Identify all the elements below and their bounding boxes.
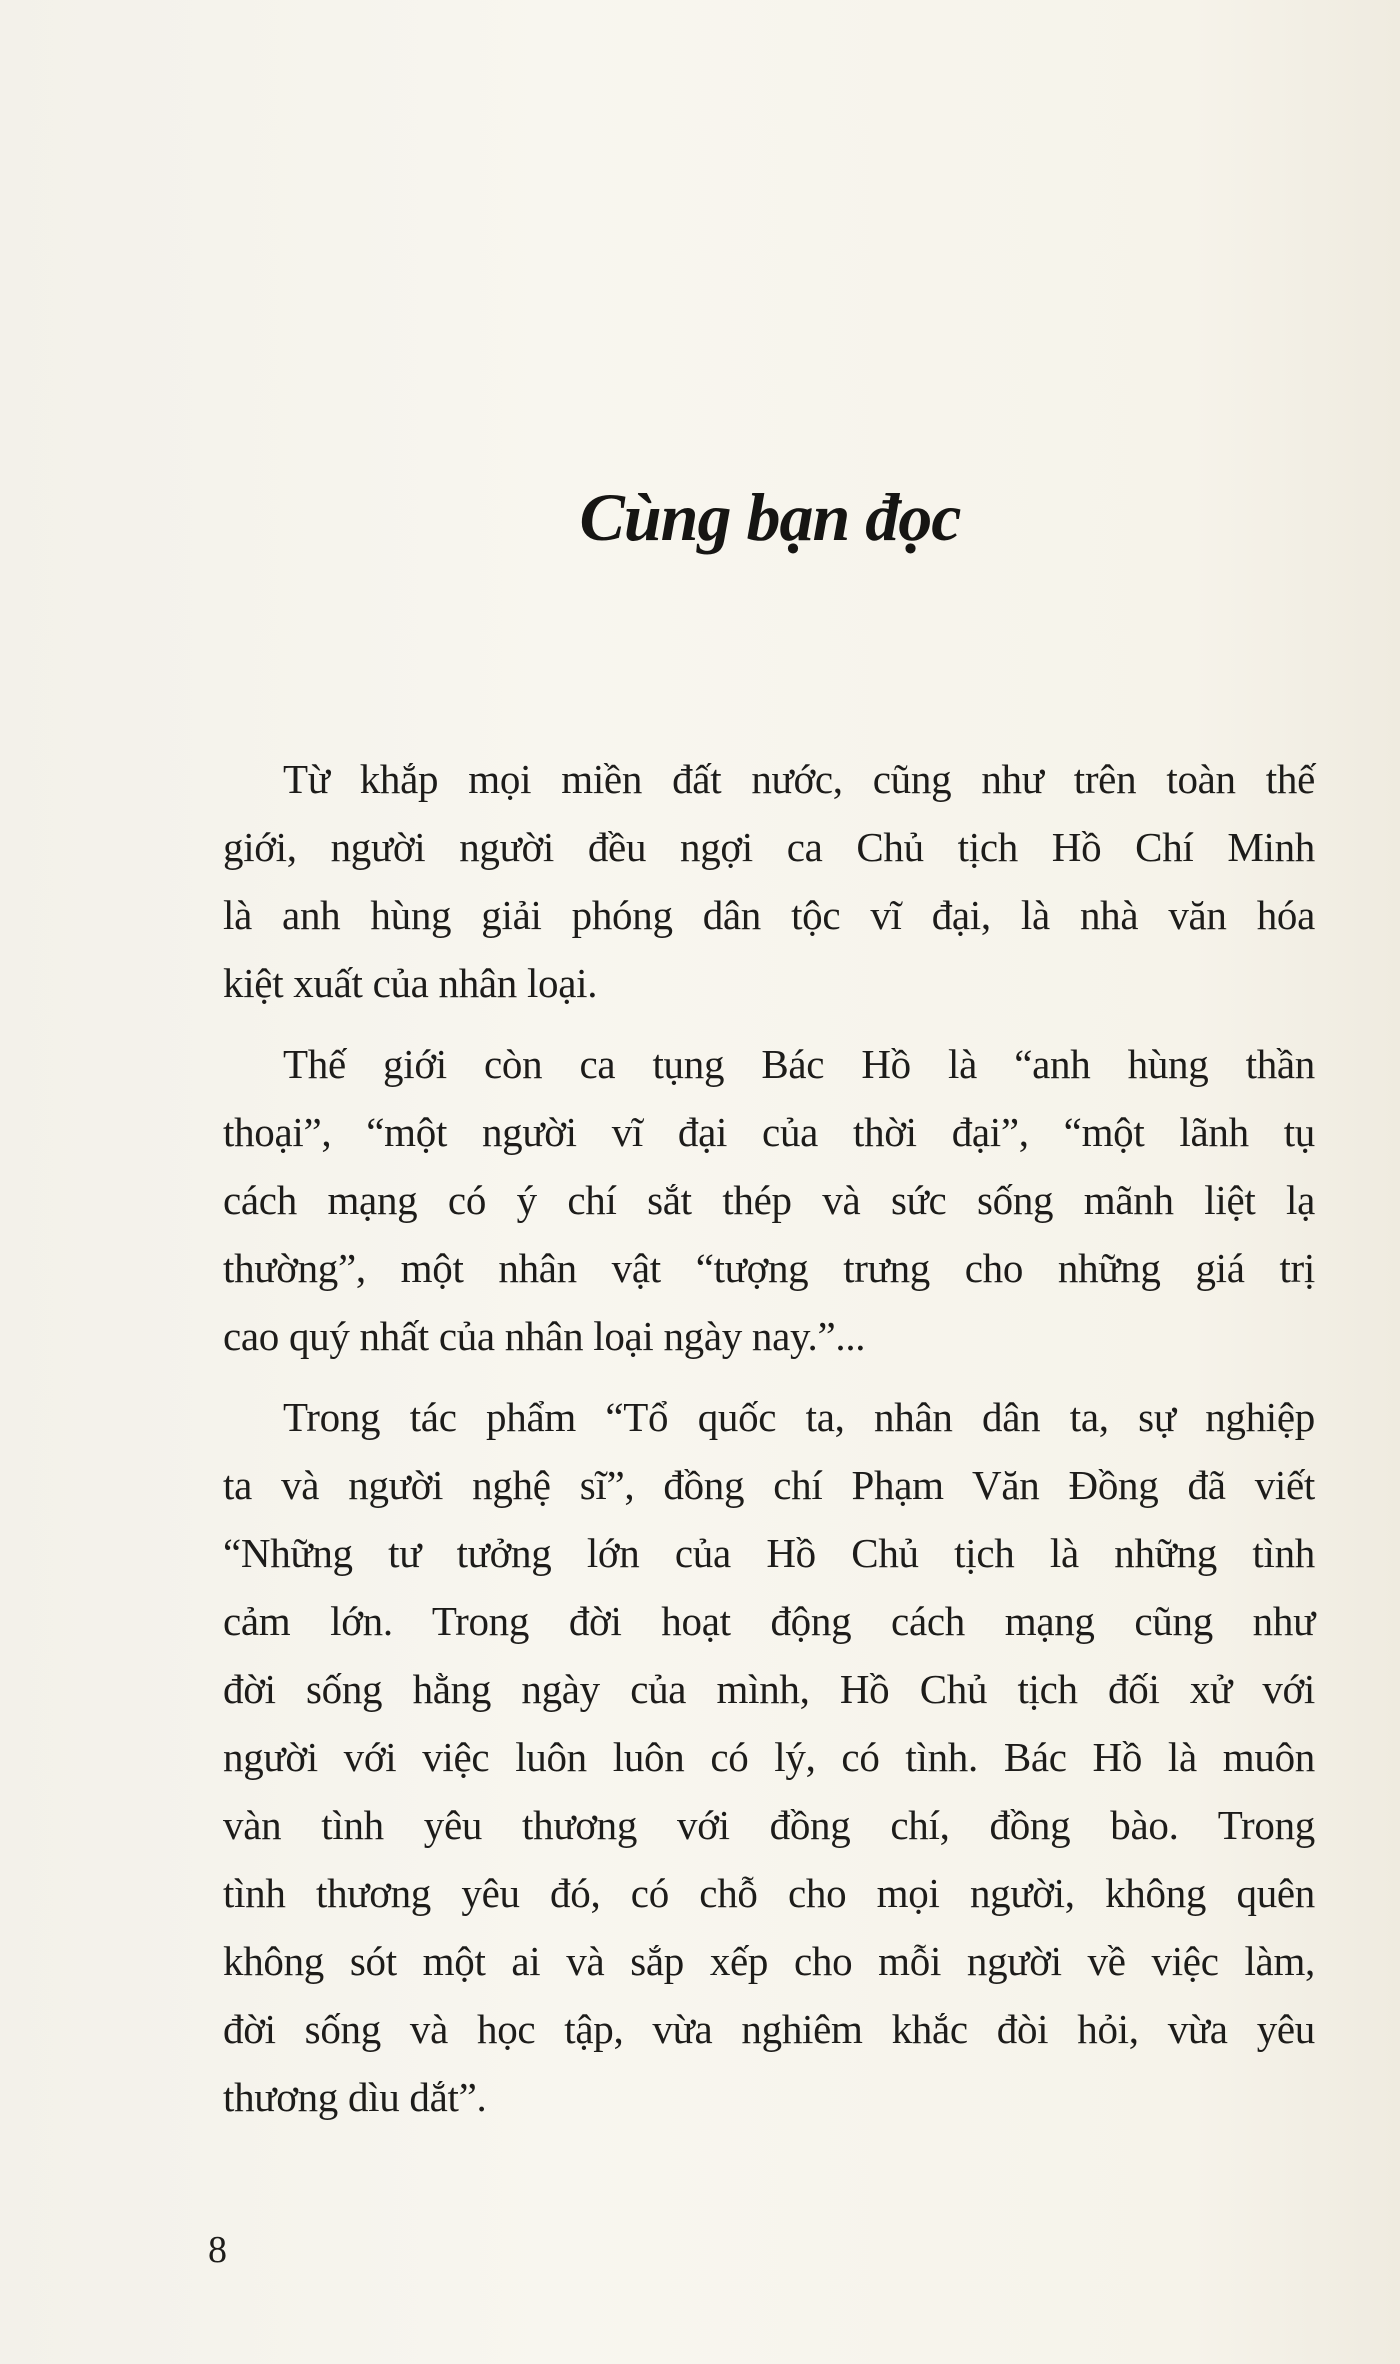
text-line: cách mạng có ý chí sắt thép và sức sống mãnh liệt lạ xyxy=(223,1177,1315,1223)
paragraph-2 xyxy=(223,1030,1315,1370)
page-number: 8 xyxy=(208,2229,227,2271)
text-line: Trong tác phẩm “Tổ quốc ta, nhân dân ta, sự nghiệp xyxy=(283,1394,1315,1440)
text-line: là anh hùng giải phóng dân tộc vĩ đại, là nhà văn hóa xyxy=(223,892,1315,938)
text-line: thường”, một nhân vật “tượng trưng cho những giá trị xyxy=(223,1245,1315,1291)
text-line: kiệt xuất của nhân loại. xyxy=(223,960,598,1006)
text-line: vàn tình yêu thương với đồng chí, đồng bào. Trong xyxy=(223,1802,1315,1848)
text-line: cảm lớn. Trong đời hoạt động cách mạng cũng như xyxy=(223,1598,1315,1644)
text-line: thoại”, “một người vĩ đại của thời đại”, “một lãnh tụ xyxy=(223,1109,1315,1155)
paragraph-1 xyxy=(223,745,1315,1017)
text-line: đời sống hằng ngày của mình, Hồ Chủ tịch đối xử với xyxy=(223,1666,1315,1712)
text-line: “Những tư tưởng lớn của Hồ Chủ tịch là những tình xyxy=(223,1530,1315,1576)
text-line: đời sống và học tập, vừa nghiêm khắc đòi hỏi, vừa yêu xyxy=(223,2006,1315,2052)
text-line: người với việc luôn luôn có lý, có tình. Bác Hồ là muôn xyxy=(223,1734,1315,1780)
text-line: cao quý nhất của nhân loại ngày nay.”... xyxy=(223,1313,866,1359)
page-title: Cùng bạn đọc xyxy=(579,479,961,555)
text-line: ta và người nghệ sĩ”, đồng chí Phạm Văn Đồng đã viết xyxy=(223,1462,1315,1508)
text-line: giới, người người đều ngợi ca Chủ tịch Hồ Chí Minh xyxy=(223,824,1315,870)
paragraph-3 xyxy=(223,1383,1315,2131)
text-line: tình thương yêu đó, có chỗ cho mọi người, không quên xyxy=(223,1870,1315,1916)
text-line: không sót một ai và sắp xếp cho mỗi người về việc làm, xyxy=(223,1938,1315,1984)
text-line: thương dìu dắt”. xyxy=(223,2074,487,2120)
text-line: Từ khắp mọi miền đất nước, cũng như trên toàn thế xyxy=(283,756,1315,802)
text-line: Thế giới còn ca tụng Bác Hồ là “anh hùng thần xyxy=(283,1041,1315,1087)
